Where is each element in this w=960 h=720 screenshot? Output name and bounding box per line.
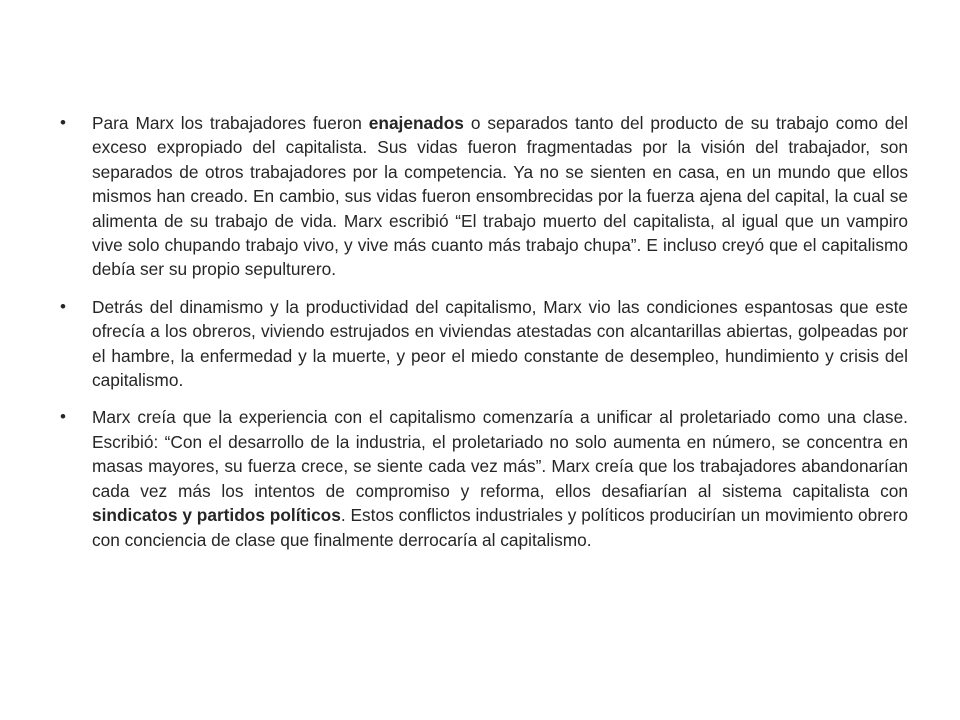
bullet-3-bold-term: sindicatos y partidos políticos (92, 505, 341, 526)
bullet-item-1 (58, 111, 908, 282)
bullet-1-text-after: o separados tanto del producto de su trabajo como del exceso expropiado del capitalista. Sus vidas fueron fragmentadas por la visión del trabajador, son separados de otros trabajadores por la competencia. Ya no se sienten en casa, en un mundo que ellos mismos han creado. En cambio, sus vidas fueron ensombrecidas por la fuerza ajena del capital, la cual se alimenta de su trabajo de vida. Marx escribió “El trabajo muerto del capitalista, al igual que un vampiro vive solo chupando trabajo vivo, y vive más cuanto más trabajo chupa”. E incluso creyó que el capitalismo debía ser su propio sepulturero. (92, 113, 908, 280)
bullet-marker-icon: • (60, 113, 66, 132)
bullet-item-2 (58, 295, 908, 393)
bullet-3-text-after: . Estos conflictos industriales y políticos producirían un movimiento obrero con conciencia de clase que finalmente derrocaría al capitalismo. (92, 505, 908, 550)
bullet-marker-icon: • (60, 296, 66, 316)
bullet-2-text: Detrás del dinamismo y la productividad del capitalismo, Marx vio las condiciones espantosas que este ofrecía a los obreros, viviendo estrujados en viviendas atestadas con alcantarillas abiertas, golpeadas por el hambre, la enfermedad y la muerte, y peor el miedo constante de desempleo, hundimiento y crisis del capitalismo. (92, 296, 908, 391)
bullet-1-bold-term: enajenados (368, 113, 464, 133)
bullet-3-text-before: Marx creía que la experiencia con el capitalismo comenzaría a unificar al proletariado como una clase. Escribió: “Con el desarrollo de la industria, el proletariado no solo aumenta en número, se concentra en masas mayores, su fuerza crece, se siente cada vez más”. Marx creía que los trabajadores abandonarían cada vez más los intentos de compromiso y reforma, ellos desafiarían al sistema capitalista con (92, 407, 908, 501)
bullet-1-text-before: Para Marx los trabajadores fueron (92, 113, 369, 133)
bullet-marker-icon: • (60, 407, 66, 427)
bullet-item-3 (58, 405, 908, 551)
bullet-list (58, 111, 908, 565)
